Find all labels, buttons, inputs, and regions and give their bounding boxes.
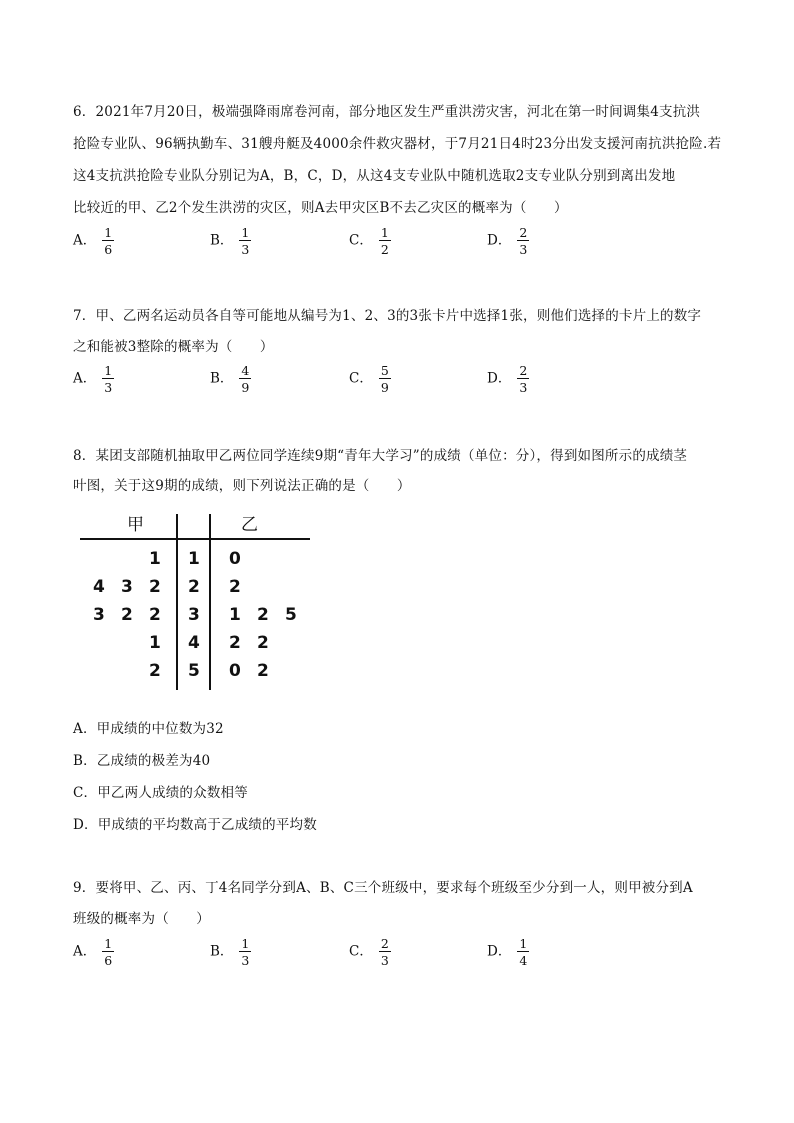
left-leaf: 4 [93,577,105,597]
fraction: $\frac{1}{6}$ [104,225,113,258]
q9-option-b[interactable]: B． $\frac{1}{3}$ [210,936,250,969]
q6-option-d[interactable]: D． $\frac{2}{3}$ [487,225,528,258]
q7-text-line-1: 7．甲、乙两名运动员各自等可能地从编号为1、2、3的3张卡片中选择1张，则他们选择的卡片上的数字 [73,308,702,324]
q6-text-line-1: 6．2021年7月20日，极端强降雨席卷河南，部分地区发生严重洪涝灾害，河北在第一时间调集4支抗洪 [73,104,701,120]
right-leaf: 2 [229,577,241,597]
q9-option-c[interactable]: C． $\frac{2}{3}$ [349,936,389,969]
right-leaf: 2 [229,633,241,653]
left-leaf: 2 [121,605,133,625]
q8-option-c[interactable]: C．甲乙两人成绩的众数相等 [73,785,248,801]
fraction: $\frac{1}{4}$ [519,936,528,969]
right-leaf: 0 [229,661,241,681]
fraction: $\frac{1}{3}$ [241,225,250,258]
left-leaf: 2 [149,605,161,625]
q7-option-b[interactable]: B． $\frac{4}{9}$ [210,363,250,396]
left-leaf: 3 [93,605,105,625]
q7-option-d[interactable]: D． $\frac{2}{3}$ [487,363,528,396]
stem-leaf-right-divider [209,514,211,690]
q8-text-line-2: 叶图，关于这9期的成绩，则下列说法正确的是（ ） [73,478,411,494]
stem: 1 [188,549,200,569]
stem-leaf-header-right: 乙 [241,515,258,535]
left-leaf: 3 [121,577,133,597]
stem: 5 [188,661,200,681]
q7-option-c[interactable]: C． $\frac{5}{9}$ [349,363,389,396]
q6-text-line-2: 抢险专业队、96辆执勤车、31艘舟艇及4000余件救灾器材，于7月21日4时23分出发支援河南抗洪抢险.若 [73,136,722,152]
q8-option-d[interactable]: D．甲成绩的平均数高于乙成绩的平均数 [73,817,317,833]
right-leaf: 2 [257,661,269,681]
stem-leaf-horizontal-rule [80,538,310,540]
fraction: $\frac{1}{2}$ [380,225,389,258]
q9-text-line-2: 班级的概率为（ ） [73,911,210,927]
stem-leaf-left-divider [176,514,178,690]
fraction: $\frac{1}{3}$ [241,936,250,969]
right-leaf: 2 [257,605,269,625]
right-leaf: 0 [229,549,241,569]
fraction: $\frac{2}{3}$ [380,936,389,969]
q8-text-line-1: 8．某团支部随机抽取甲乙两位同学连续9期“青年大学习”的成绩（单位：分），得到如图所示的成绩茎 [73,448,688,464]
left-leaf: 1 [149,549,161,569]
right-leaf: 1 [229,605,241,625]
q9-option-a[interactable]: A． $\frac{1}{6}$ [73,936,113,969]
fraction: $\frac{4}{9}$ [241,363,250,396]
right-leaf: 2 [257,633,269,653]
q8-option-a[interactable]: A．甲成绩的中位数为32 [73,721,224,737]
q8-option-b[interactable]: B．乙成绩的极差为40 [73,753,211,769]
fraction: $\frac{2}{3}$ [519,225,528,258]
stem-leaf-header-left: 甲 [127,515,144,535]
q7-option-a[interactable]: A． $\frac{1}{3}$ [73,363,113,396]
q7-text-line-2: 之和能被3整除的概率为（ ） [73,339,274,355]
left-leaf: 2 [149,661,161,681]
stem: 3 [188,605,200,625]
q9-text-line-1: 9．要将甲、乙、丙、丁4名同学分到A、B、C三个班级中，要求每个班级至少分到一人，则甲被分到A [73,880,693,896]
fraction: $\frac{1}{6}$ [104,936,113,969]
q6-option-a[interactable]: A． $\frac{1}{6}$ [73,225,113,258]
right-leaf: 5 [285,605,297,625]
left-leaf: 2 [149,577,161,597]
left-leaf: 1 [149,633,161,653]
q6-text-line-4: 比较近的甲、乙2个发生洪涝的灾区，则A去甲灾区B不去乙灾区的概率为（ ） [73,200,568,216]
fraction: $\frac{2}{3}$ [519,363,528,396]
stem: 2 [188,577,200,597]
q9-option-d[interactable]: D． $\frac{1}{4}$ [487,936,528,969]
fraction: $\frac{5}{9}$ [380,363,389,396]
q6-text-line-3: 这4支抗洪抢险专业队分别记为A，B，C，D，从这4支专业队中随机选取2支专业队分别到离出发地 [73,168,676,184]
stem: 4 [188,633,200,653]
q6-option-c[interactable]: C． $\frac{1}{2}$ [349,225,389,258]
q6-option-b[interactable]: B． $\frac{1}{3}$ [210,225,250,258]
fraction: $\frac{1}{3}$ [104,363,113,396]
